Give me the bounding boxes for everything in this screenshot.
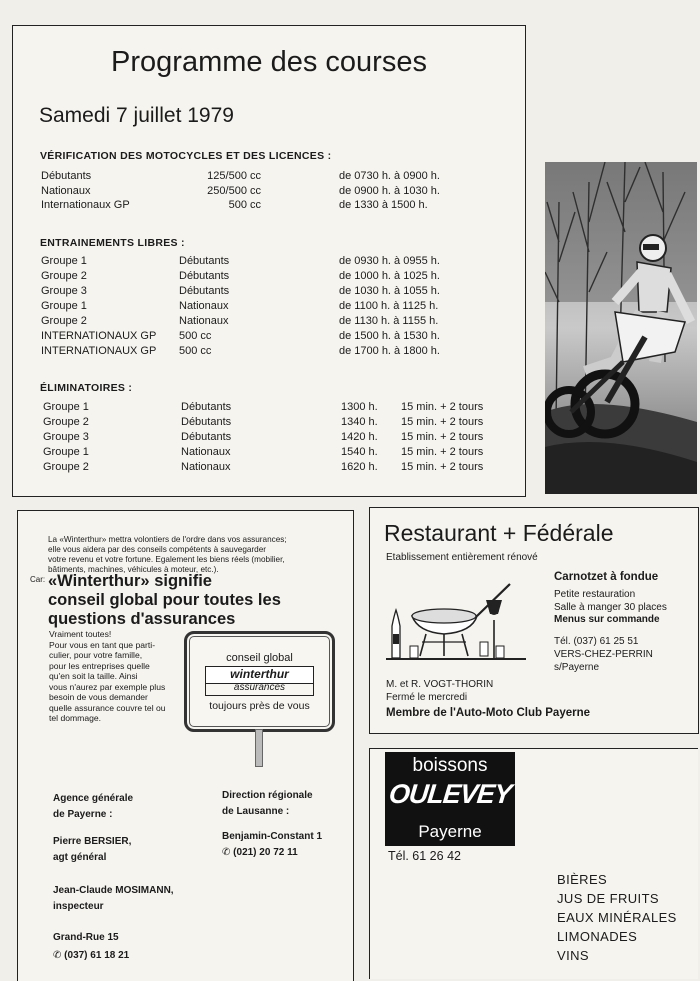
- schedule-cell-hour: 1540 h.: [341, 446, 378, 458]
- sign-post: [255, 729, 263, 767]
- schedule-cell-level: Nationaux: [179, 315, 229, 327]
- winterthur-sign: [184, 631, 335, 732]
- agence-label: Agence générale de Payerne :: [53, 793, 134, 820]
- schedule-cell-cat: Nationaux: [41, 184, 91, 197]
- schedule-row: [41, 170, 521, 185]
- product-list: [557, 870, 677, 965]
- fondue-illustration: [382, 570, 532, 670]
- schedule-cell-duration: 15 min. + 2 tours: [401, 431, 484, 443]
- schedule-cell-group: Groupe 2: [41, 270, 87, 282]
- restaurant-owners: M. et R. VOGT-THORIN Fermé le mercredi: [386, 679, 494, 703]
- schedule-row: [41, 401, 521, 416]
- address-payerne: Grand-Rue 15 ✆ (037) 61 18 21: [53, 932, 130, 961]
- verification-heading: VÉRIFICATION DES MOTOCYCLES ET DES LICENCES :: [40, 150, 332, 162]
- restaurant-subtitle: Etablissement entièrement rénové: [386, 552, 538, 563]
- boissons-ad: [369, 748, 698, 979]
- schedule-row: [41, 199, 521, 214]
- schedule-row: [41, 461, 521, 476]
- schedule-cell-hour: 1300 h.: [341, 401, 378, 413]
- phone-icon: ✆: [53, 950, 62, 961]
- product-item: JUS DE FRUITS: [557, 891, 659, 906]
- schedule-cell-cc: 250/500 cc: [207, 184, 261, 197]
- schedule-cell-time: de 1000 h. à 1025 h.: [339, 270, 440, 282]
- schedule-cell-group: Groupe 3: [43, 431, 89, 443]
- sign-line-3: assurances: [205, 682, 314, 696]
- phone-icon: ✆: [222, 847, 231, 858]
- schedule-cell-level: Débutants: [181, 431, 232, 443]
- schedule-cell-hour: 1420 h.: [341, 431, 378, 443]
- schedule-row: [41, 446, 521, 461]
- schedule-row: [41, 416, 521, 431]
- schedule-row: [41, 285, 521, 300]
- schedule-row: [41, 431, 521, 446]
- schedule-cell-hour: 1620 h.: [341, 461, 378, 473]
- restaurant-title: Restaurant + Fédérale: [384, 520, 614, 546]
- schedule-cell-level: 500 cc: [179, 345, 212, 357]
- schedule-cell-duration: 15 min. + 2 tours: [401, 461, 484, 473]
- eliminatoires-heading: ÉLIMINATOIRES :: [40, 382, 133, 394]
- schedule-row: [41, 345, 521, 360]
- programme-title: Programme des courses: [111, 46, 427, 78]
- car-label: Car:: [30, 575, 46, 584]
- sign-brand: winterthur: [205, 666, 314, 684]
- winterthur-side-text: Vraiment toutes! Pour vous en tant que parti- culier, pour votre famille, pour les entreprises quelle qu'en soit la taille. Ainsi vous n'aurez par exemple plus besoin de vous demander quelle assurance couvre tel ou tel dommage.: [49, 629, 166, 723]
- direction-label: Direction régionale de Lausanne :: [222, 790, 313, 817]
- schedule-cell-duration: 15 min. + 2 tours: [401, 446, 484, 458]
- sign-line-4: toujours près de vous: [209, 700, 310, 712]
- schedule-cell-level: Débutants: [179, 255, 230, 267]
- schedule-cell-group: Groupe 1: [43, 401, 89, 413]
- schedule-cell-level: Débutants: [181, 416, 232, 428]
- schedule-cell-duration: 15 min. + 2 tours: [401, 416, 484, 428]
- restaurant-contact: Tél. (037) 61 25 51 VERS-CHEZ-PERRIN s/Payerne: [554, 636, 653, 673]
- boissons-phone: Tél. 61 26 42: [388, 849, 461, 863]
- schedule-cell-time: de 1700 h. à 1800 h.: [339, 345, 440, 357]
- contact-bersier: Pierre BERSIER, agt général: [53, 836, 132, 863]
- product-item: EAUX MINÉRALES: [557, 910, 677, 925]
- schedule-cell-cat: Débutants: [41, 170, 92, 182]
- club-member: Membre de l'Auto-Moto Club Payerne: [386, 707, 591, 719]
- schedule-cell-group: INTERNATIONAUX GP: [41, 345, 157, 357]
- winterthur-ad: [17, 510, 354, 981]
- schedule-cell-group: Groupe 2: [43, 416, 89, 428]
- schedule-cell-time: de 0730 h. à 0900 h.: [339, 170, 440, 182]
- schedule-cell-time: de 1500 h. à 1530 h.: [339, 330, 440, 342]
- restaurant-services: Petite restauration Salle à manger 30 places Menus sur commande: [554, 589, 667, 625]
- schedule-cell-time: de 1130 h. à 1155 h.: [339, 315, 439, 327]
- winterthur-headline: «Winterthur» signifie conseil global pour toutes les questions d'assurances: [48, 572, 281, 628]
- schedule-row: [41, 300, 521, 315]
- schedule-cell-duration: 15 min. + 2 tours: [401, 401, 484, 413]
- schedule-cell-level: Débutants: [179, 285, 230, 297]
- schedule-row: [41, 255, 521, 270]
- programme-box: [12, 25, 526, 497]
- schedule-cell-level: Nationaux: [179, 300, 229, 312]
- programme-date: Samedi 7 juillet 1979: [39, 104, 234, 127]
- schedule-cell-group: INTERNATIONAUX GP: [41, 330, 157, 342]
- schedule-cell-level: Débutants: [181, 401, 232, 413]
- schedule-cell-group: Groupe 2: [43, 461, 89, 473]
- motocross-rider-image: [545, 162, 697, 494]
- address-lausanne: Benjamin-Constant 1 ✆ (021) 20 72 11: [222, 831, 323, 858]
- schedule-cell-level: Débutants: [179, 270, 230, 282]
- schedule-cell-cc: 125/500 cc: [207, 170, 261, 182]
- schedule-row: [41, 185, 521, 200]
- schedule-cell-level: 500 cc: [179, 330, 212, 342]
- schedule-row: [41, 330, 521, 345]
- schedule-row: [41, 270, 521, 285]
- sign-line-1: conseil global: [226, 652, 293, 664]
- oulevey-logo: boissons OULEVEY Payerne: [385, 752, 515, 846]
- schedule-cell-level: Nationaux: [181, 446, 231, 458]
- winterthur-intro: La «Winterthur» mettra volontiers de l'ordre dans vos assurances; elle vous aidera par des conseils compétents à sauvegarder votre revenu et votre fortune. Egalement les biens réels (mobilier, bâtiments, machines, véhicules à moteur, etc.).: [48, 535, 287, 574]
- schedule-cell-time: de 0900 h. à 1030 h.: [339, 184, 440, 197]
- schedule-cell-group: Groupe 1: [41, 255, 87, 267]
- motocross-photo: [545, 162, 697, 494]
- product-item: VINS: [557, 948, 589, 963]
- schedule-cell-cat: Internationaux GP: [41, 199, 130, 211]
- schedule-cell-time: de 1100 h. à 1125 h.: [339, 300, 439, 312]
- contact-mosimann: Jean-Claude MOSIMANN, inspecteur: [53, 885, 174, 912]
- entrainements-heading: ENTRAINEMENTS LIBRES :: [40, 237, 185, 249]
- schedule-cell-time: de 1030 h. à 1055 h.: [339, 285, 440, 297]
- schedule-cell-group: Groupe 3: [41, 285, 87, 297]
- schedule-row: [41, 315, 521, 330]
- schedule-cell-group: Groupe 1: [43, 446, 89, 458]
- schedule-cell-group: Groupe 2: [41, 315, 87, 327]
- schedule-cell-hour: 1340 h.: [341, 416, 378, 428]
- product-item: LIMONADES: [557, 929, 638, 944]
- product-item: BIÈRES: [557, 872, 608, 887]
- restaurant-ad: [369, 507, 699, 734]
- carnotzet: Carnotzet à fondue: [554, 571, 659, 583]
- schedule-cell-level: Nationaux: [181, 461, 231, 473]
- schedule-cell-time: de 0930 h. à 0955 h.: [339, 255, 440, 267]
- schedule-cell-time: de 1330 à 1500 h.: [339, 199, 428, 211]
- schedule-cell-cc: 500 cc: [228, 199, 261, 211]
- schedule-cell-group: Groupe 1: [41, 300, 87, 312]
